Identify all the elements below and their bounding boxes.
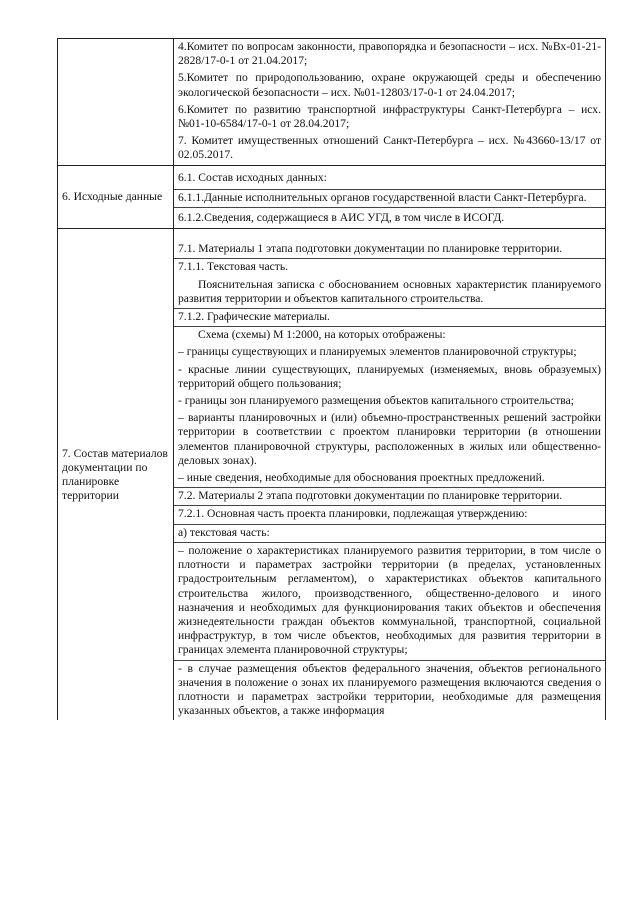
document-table [57, 38, 606, 720]
section-7-1-1: 7.1.1. Текстовая часть. [174, 258, 605, 276]
committee-item-7: 7. Комитет имущественных отношений Санкт-Петербурга – исх. №43660-13/17 от 02.05.2017. [178, 134, 601, 162]
source-data-heading: 6.1. Состав исходных данных: [178, 170, 327, 184]
right-cell-committees [174, 39, 606, 166]
list-item-variants: – варианты планировочных и (или) объемно-пространственных решений застройки территории в соответствии с проектом планировки территории (в отношении элементов планировочной структуры, расположенных в жилых или общественно-деловых зонах). [178, 411, 601, 467]
list-item-other: – иные сведения, необходимые для обоснования проектных предложений. [178, 471, 545, 485]
section-7-1-2: 7.1.2. Графические материалы. [174, 308, 605, 326]
left-cell-empty [58, 39, 174, 166]
paragraph-federal-objects: - в случае размещения объектов федерального значения, объектов регионального значения в положение о зонах их планируемого размещения включаются сведения о плотности и параметрах застройки территории, необходимые для размещения указанных объектов, а также информация [174, 660, 605, 721]
section-7-1: 7.1. Материалы 1 этапа подготовки документации по планировке территории. [178, 242, 563, 256]
section-7-2-1: 7.2.1. Основная часть проекта планировки, подлежащая утверждению: [174, 505, 605, 523]
row-continuation [58, 39, 606, 166]
right-cell-documentation [174, 229, 606, 721]
committee-item-5: 5.Комитет по природопользованию, охране окружающей среды и обеспечению экологической безопасности – исх. №01-12803/17-0-1 от 24.04.2017; [178, 71, 601, 99]
explanatory-note: Пояснительная записка с обоснованием основных характеристик планируемого развития территории и объектов капитального строительства. [178, 277, 601, 305]
list-item-red-lines: - красные линии существующих, планируемых (изменяемых, вновь образуемых) территорий общего пользования; [178, 362, 601, 390]
right-cell-source-data [174, 165, 606, 229]
row-documentation [58, 229, 606, 721]
section-7-2: 7.2. Материалы 2 этапа подготовки документации по планировке территории. [174, 487, 605, 505]
text-part-heading: а) текстовая часть: [174, 524, 605, 542]
row-label-documentation: 7. Состав материалов документации по планировке территории [58, 229, 174, 721]
source-data-item-2: 6.1.2.Сведения, содержащиеся в АИС УГД, в том числе в ИСОГД. [174, 207, 605, 228]
row-label-source-data: 6. Исходные данные [58, 165, 174, 229]
row-source-data [58, 165, 606, 229]
paragraph-characteristics: – положение о характеристиках планируемого развития территории, в том числе о плотности и параметрах застройки территории (в пределах, установленных градостроительным регламентом), о характеристиках объектов капитального строительства жилого, производственного, общественно-делового и иного назначения и необходимых для функционирования таких объектов и обеспечения жизнедеятельности граждан объектов коммунальной, транспортной, социальной инфраструктур, в том числе объектов, необходимых для развития территории в границах элемента планировочной структуры; [174, 542, 605, 660]
committee-item-4: 4.Комитет по вопросам законности, правопорядка и безопасности – исх. №Вх-01-21-2828/17-0-1 от 21.04.2017; [178, 40, 601, 68]
list-item-zones: - границы зон планируемого размещения объектов капитального строительства; [178, 394, 574, 408]
source-data-item-1: 6.1.1.Данные исполнительных органов государственной власти Санкт-Петербурга. [174, 189, 605, 207]
committee-item-6: 6.Комитет по развитию транспортной инфраструктуры Санкт-Петербурга – исх. №01-10-6584/17-0-1 от 28.04.2017; [178, 102, 601, 131]
scheme-heading: Схема (схемы) М 1:2000, на которых отображены: [174, 326, 605, 344]
list-item-boundaries: – границы существующих и планируемых элементов планировочной структуры; [178, 345, 577, 359]
